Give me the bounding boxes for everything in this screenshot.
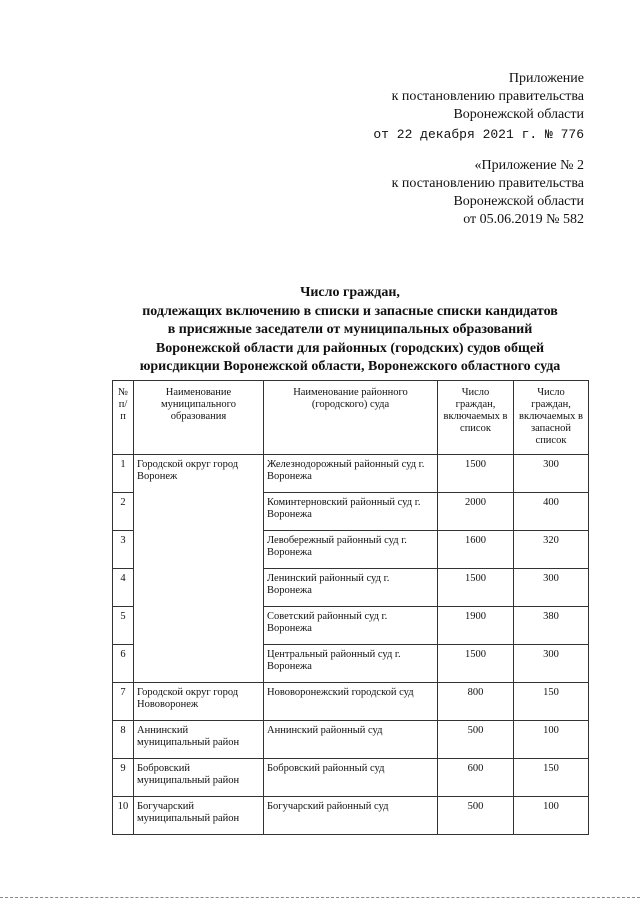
appendix2-ref: к постановлению правительства	[391, 176, 584, 191]
row-number: 1	[113, 455, 134, 493]
document-title	[112, 284, 588, 377]
row-number: 3	[113, 531, 134, 569]
appendix-authority: Воронежской области	[453, 107, 584, 122]
row-main-count: 1900	[438, 607, 514, 645]
table-row	[113, 455, 589, 493]
appendix-ref: к постановлению правительства	[391, 89, 584, 104]
row-court: Железнодорожный районный суд г. Воронежа	[264, 455, 438, 493]
row-municipality: Городской округ город Воронеж	[134, 455, 264, 683]
row-number: 10	[113, 797, 134, 835]
row-reserve-count: 300	[514, 569, 589, 607]
row-court: Ленинский районный суд г. Воронежа	[264, 569, 438, 607]
row-reserve-count: 150	[514, 683, 589, 721]
appendix2-authority: Воронежской области	[453, 194, 584, 209]
row-main-count: 500	[438, 797, 514, 835]
row-reserve-count: 100	[514, 797, 589, 835]
appendix2-label: «Приложение № 2	[474, 158, 584, 173]
row-court: Богучарский районный суд	[264, 797, 438, 835]
table-row	[113, 721, 589, 759]
appendix-date: от 22 декабря 2021 г. № 776	[373, 127, 584, 142]
row-court: Коминтерновский районный суд г. Воронежа	[264, 493, 438, 531]
title-line: подлежащих включению в списки и запасные списки кандидатов	[142, 303, 558, 319]
row-reserve-count: 100	[514, 721, 589, 759]
row-number: 7	[113, 683, 134, 721]
row-main-count: 800	[438, 683, 514, 721]
row-municipality: Городской округ город Нововоронеж	[134, 683, 264, 721]
title-line: Воронежской области для районных (городских) судов общей	[155, 340, 545, 356]
row-reserve-count: 300	[514, 645, 589, 683]
row-court: Левобережный районный суд г. Воронежа	[264, 531, 438, 569]
title-line: юрисдикции Воронежской области, Воронежского областного суда	[139, 359, 561, 374]
row-court: Советский районный суд г. Воронежа	[264, 607, 438, 645]
row-main-count: 1500	[438, 569, 514, 607]
row-court: Центральный районный суд г. Воронежа	[264, 645, 438, 683]
row-main-count: 600	[438, 759, 514, 797]
row-main-count: 1500	[438, 455, 514, 493]
appendix-label: Приложение	[508, 71, 584, 86]
appendix2-header	[392, 157, 584, 229]
row-main-count: 1600	[438, 531, 514, 569]
header-municipality: Наименование муниципального образования	[134, 381, 264, 455]
row-number: 4	[113, 569, 134, 607]
header-reserve-count: Число граждан, включаемых в запасной список	[514, 381, 589, 455]
row-number: 6	[113, 645, 134, 683]
title-line: в присяжные заседатели от муниципальных образований	[167, 322, 533, 337]
row-reserve-count: 150	[514, 759, 589, 797]
row-municipality: Бобровский муниципальный район	[134, 759, 264, 797]
row-reserve-count: 380	[514, 607, 589, 645]
row-number: 9	[113, 759, 134, 797]
row-municipality: Богучарский муниципальный район	[134, 797, 264, 835]
row-court: Аннинский районный суд	[264, 721, 438, 759]
row-main-count: 2000	[438, 493, 514, 531]
row-court: Нововоронежский городской суд	[264, 683, 438, 721]
row-municipality: Аннинский муниципальный район	[134, 721, 264, 759]
row-main-count: 500	[438, 721, 514, 759]
header-main-count: Число граждан, включаемых в список	[438, 381, 514, 455]
row-main-count: 1500	[438, 645, 514, 683]
header-number: № п/п	[113, 381, 134, 455]
table-row	[113, 759, 589, 797]
table-row	[113, 797, 589, 835]
row-reserve-count: 400	[514, 493, 589, 531]
table-row	[113, 683, 589, 721]
row-reserve-count: 320	[514, 531, 589, 569]
row-number: 5	[113, 607, 134, 645]
citizens-table	[112, 380, 589, 835]
row-court: Бобровский районный суд	[264, 759, 438, 797]
page-divider	[0, 897, 640, 898]
appendix-header	[373, 70, 584, 144]
header-court: Наименование районного (городского) суда	[264, 381, 438, 455]
row-number: 2	[113, 493, 134, 531]
appendix2-date: от 05.06.2019 № 582	[463, 212, 584, 227]
table-header-row	[113, 381, 589, 455]
title-line: Число граждан,	[300, 285, 400, 300]
row-number: 8	[113, 721, 134, 759]
row-reserve-count: 300	[514, 455, 589, 493]
